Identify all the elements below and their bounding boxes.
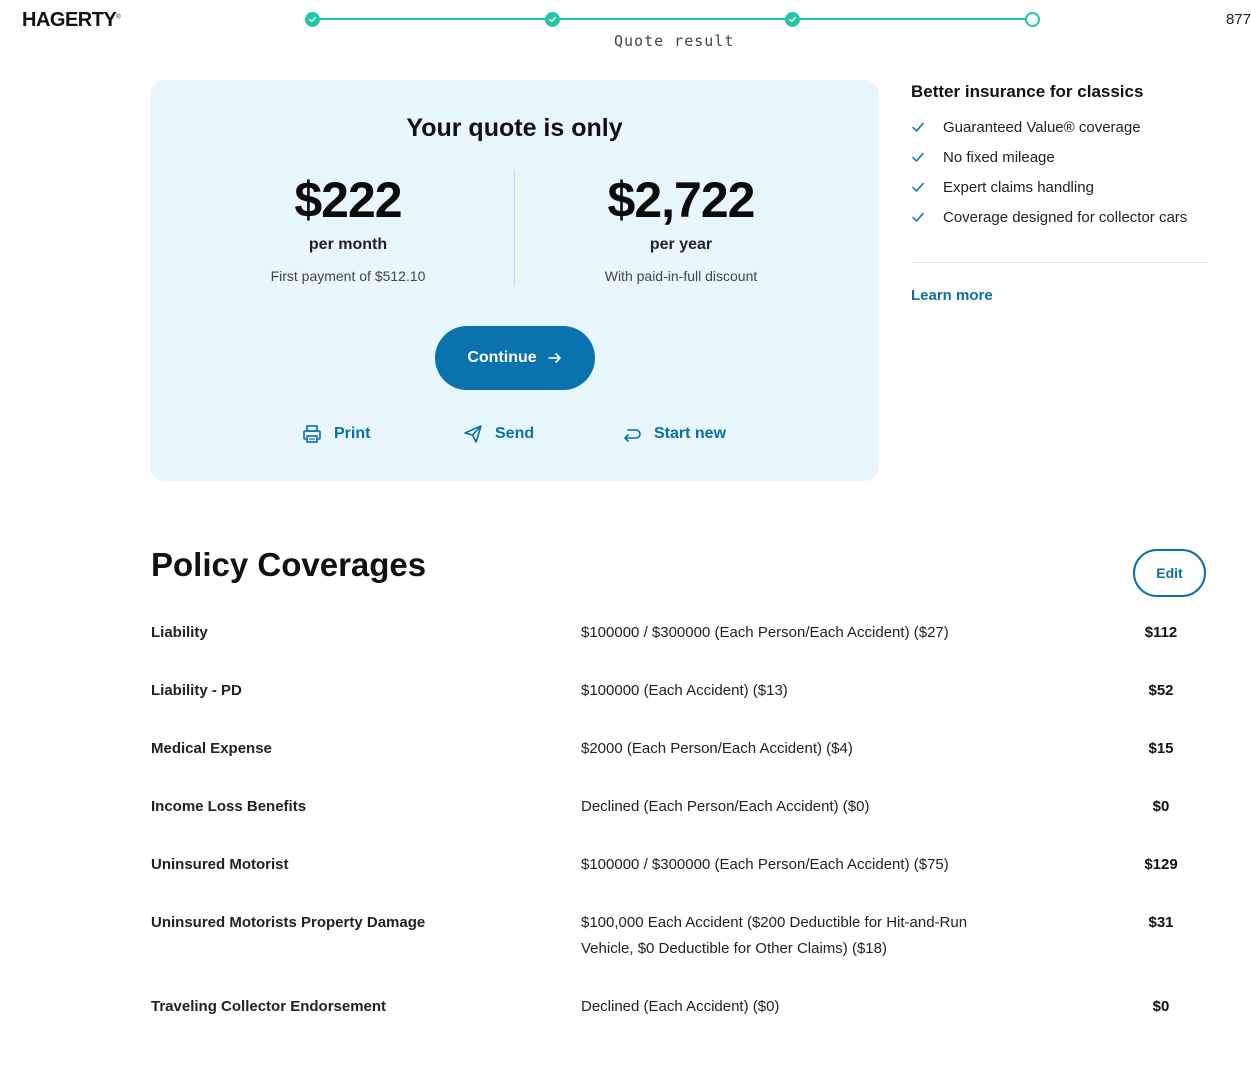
arrow-right-icon — [547, 350, 563, 366]
current-step-label: Quote result — [614, 32, 735, 50]
quote-card — [150, 80, 879, 481]
coverage-name: Income Loss Benefits — [151, 798, 307, 815]
price-divider — [514, 170, 515, 286]
check-icon — [911, 210, 925, 224]
coverage-premium: $0 — [1152, 798, 1170, 815]
step-2-complete-icon — [545, 12, 560, 27]
coverage-limit: $2000 (Each Person/Each Accident) ($4) — [581, 740, 853, 757]
check-icon — [911, 150, 925, 164]
send-button[interactable] — [463, 424, 534, 444]
paper-plane-icon — [463, 424, 483, 444]
quote-title: Your quote is only — [406, 114, 623, 142]
edit-coverages-button[interactable]: Edit — [1133, 549, 1206, 597]
hagerty-logo[interactable]: HAGERTY® — [22, 9, 121, 31]
coverage-premium: $31 — [1148, 914, 1174, 931]
list-item — [911, 142, 1207, 172]
benefit-text: Expert claims handling — [943, 178, 1094, 196]
check-icon — [911, 120, 925, 134]
coverage-premium: $129 — [1144, 856, 1178, 873]
step-4-current-icon — [1025, 12, 1040, 27]
continue-label: Continue — [467, 349, 537, 366]
send-label: Send — [495, 425, 535, 442]
benefit-text: Guaranteed Value® coverage — [943, 118, 1141, 136]
sidebar-title: Better insurance for classics — [911, 82, 1144, 101]
continue-button[interactable] — [435, 326, 595, 390]
phone-number[interactable]: 877 — [1225, 11, 1251, 28]
coverage-limit: $100000 / $300000 (Each Person/Each Accident) ($75) — [581, 856, 949, 873]
coverage-name: Uninsured Motorist — [151, 856, 289, 873]
coverage-premium: $0 — [1152, 998, 1170, 1015]
print-button[interactable] — [302, 424, 370, 444]
coverage-premium: $112 — [1144, 624, 1178, 641]
coverage-name: Liability - PD — [151, 682, 242, 699]
monthly-note: First payment of $512.10 — [270, 268, 426, 284]
coverage-name: Liability — [151, 624, 208, 641]
coverage-name: Uninsured Motorists Property Damage — [151, 914, 426, 931]
benefit-text: Coverage designed for collector cars — [943, 208, 1188, 226]
progress-stepper — [305, 10, 1041, 30]
monthly-amount: $222 — [294, 172, 402, 228]
stepper-line — [313, 18, 1033, 20]
coverage-limit: $100,000 Each Accident ($200 Deductible for Hit-and-Run Vehicle, $0 Deductible for Other Claims) ($18) — [581, 914, 968, 957]
coverage-limit: Declined (Each Accident) ($0) — [581, 998, 780, 1015]
coverage-limit: $100000 / $300000 (Each Person/Each Accident) ($27) — [581, 624, 949, 641]
list-item — [911, 172, 1207, 202]
yearly-price — [531, 170, 831, 284]
coverage-limit: Declined (Each Person/Each Accident) ($0) — [581, 798, 870, 815]
restart-arrow-icon — [622, 424, 642, 444]
step-3-complete-icon — [785, 12, 800, 27]
coverage-name: Medical Expense — [151, 740, 272, 757]
sidebar-divider — [911, 262, 1207, 263]
benefits-sidebar — [911, 82, 1207, 305]
printer-icon — [302, 424, 322, 444]
benefits-list — [911, 112, 1207, 232]
monthly-period: per month — [308, 236, 388, 253]
start-new-label: Start new — [654, 425, 727, 442]
monthly-price — [198, 170, 498, 284]
coverage-premium: $15 — [1148, 740, 1174, 757]
step-1-complete-icon — [305, 12, 320, 27]
check-icon — [911, 180, 925, 194]
coverage-limit: $100000 (Each Accident) ($13) — [581, 682, 788, 699]
benefit-text: No fixed mileage — [943, 148, 1055, 166]
learn-more-link[interactable]: Learn more — [911, 287, 993, 304]
print-label: Print — [334, 425, 371, 442]
yearly-note: With paid-in-full discount — [604, 268, 758, 284]
list-item — [911, 112, 1207, 142]
start-new-button[interactable] — [622, 424, 726, 444]
coverage-name: Traveling Collector Endorsement — [151, 998, 387, 1015]
yearly-period: per year — [649, 236, 713, 253]
coverages-title: Policy Coverages — [151, 546, 427, 583]
yearly-amount: $2,722 — [607, 172, 755, 228]
coverage-premium: $52 — [1148, 682, 1174, 699]
list-item — [911, 202, 1207, 232]
